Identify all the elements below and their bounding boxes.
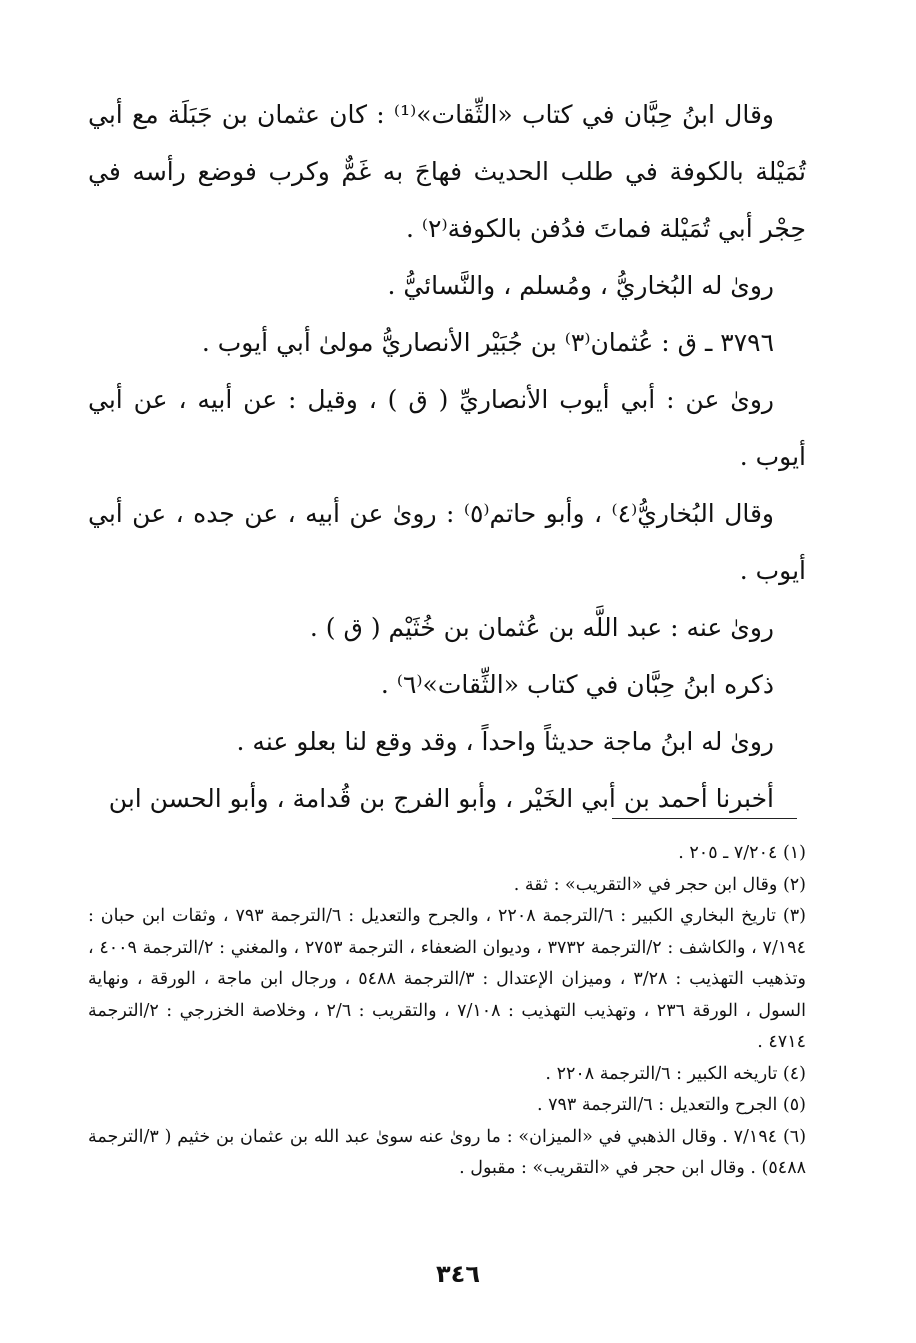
footnote-5: (٥) الجرح والتعديل : ٦/الترجمة ٧٩٣ . xyxy=(536,1095,806,1115)
footnote-1: (١) ٧/٢٠٤ ـ ٢٠٥ . xyxy=(678,843,806,863)
paragraph-1: وقال ابنُ حِبَّان في كتاب «الثِّقات»⁽¹⁾ : كان عثمان بن جَبَلَة مع أبي تُمَيْلة بالكوفة في طلب الحديث فهاجَ به غَمٌّ وكرب فوضع رأسه في حِجْر أبي تُمَيْلة فماتَ فدُفن بالكوفة⁽٢⁾ . xyxy=(88,100,806,243)
footnote-divider xyxy=(612,818,797,819)
footnote-4: (٤) تاريخه الكبير : ٦/الترجمة ٢٢٠٨ . xyxy=(545,1063,806,1084)
entry-heading-3796: ٣٧٩٦ ـ ق : عُثمان⁽٣⁾ بن جُبَيْر الأنصاريُّ مولىٰ أبي أيوب . xyxy=(201,328,774,357)
footnote-2: (٢) وقال ابن حجر في «التقريب» : ثقة . xyxy=(513,874,806,895)
main-text xyxy=(88,86,806,827)
paragraph-ibn-hibban: ذكره ابنُ حِبَّان في كتاب «الثِّقات»⁽٦⁾ . xyxy=(380,670,774,699)
paragraph-narrated-by: روىٰ عنه : عبد اللَّه بن عُثمان بن خُثَيْم ( ق ) . xyxy=(309,613,774,642)
paragraph-akhbarana: أخبرنا أحمد بن أبي الخَيْر ، وأبو الفرج بن قُدامة ، وأبو الحسن ابن xyxy=(108,784,774,813)
paragraph-2: روىٰ له البُخاريُّ ، ومُسلم ، والنَّسائيُّ . xyxy=(387,271,774,300)
footnotes xyxy=(88,838,806,1185)
page-number: ٣٤٦ xyxy=(436,1260,480,1288)
paragraph-ibn-majah: روىٰ له ابنُ ماجة حديثاً واحداً ، وقد وقع لنا بعلو عنه . xyxy=(236,727,774,756)
footnote-6: (٦) ٧/١٩٤ . وقال الذهبي في «الميزان» : ما روىٰ عنه سوىٰ عبد الله بن عثمان بن خثيم ( ٣/الترجمة ٥٤٨٨) . وقال ابن حجر في «التقريب» : مقبول . xyxy=(88,1126,807,1178)
paragraph-bukhari-abu-hatim: وقال البُخاريُّ⁽٤⁾ ، وأبو حاتم⁽٥⁾ : روىٰ عن أبيه ، عن جده ، عن أبي أيوب . xyxy=(88,499,806,585)
paragraph-narrated-from: روىٰ عن : أبي أيوب الأنصاريِّ ( ق ) ، وقيل : عن أبيه ، عن أبي أيوب . xyxy=(88,385,806,471)
footnote-3: (٣) تاريخ البخاري الكبير : ٦/الترجمة ٢٢٠٨ ، والجرح والتعديل : ٦/الترجمة ٧٩٣ ، وثقات ابن حبان : ٧/١٩٤ ، والكاشف : ٢/الترجمة ٣٧٣٢ ، وديوان الضعفاء ، الترجمة ٢٧٥٣ ، والمغني : ٢/الترجمة ٤٠٠٩ ، وتذهيب التهذيب : ٣/٢٨ ، وميزان الإعتدال : ٣/الترجمة ٥٤٨٨ ، ورجال ابن ماجة ، الورقة ، ونهاية السول ، الورقة ٢٣٦ ، وتهذيب التهذيب : ٧/١٠٨ ، والتقريب : ٢/٦ ، وخلاصة الخزرجي : ٢/الترجمة ٤٧١٤ . xyxy=(88,906,806,1052)
